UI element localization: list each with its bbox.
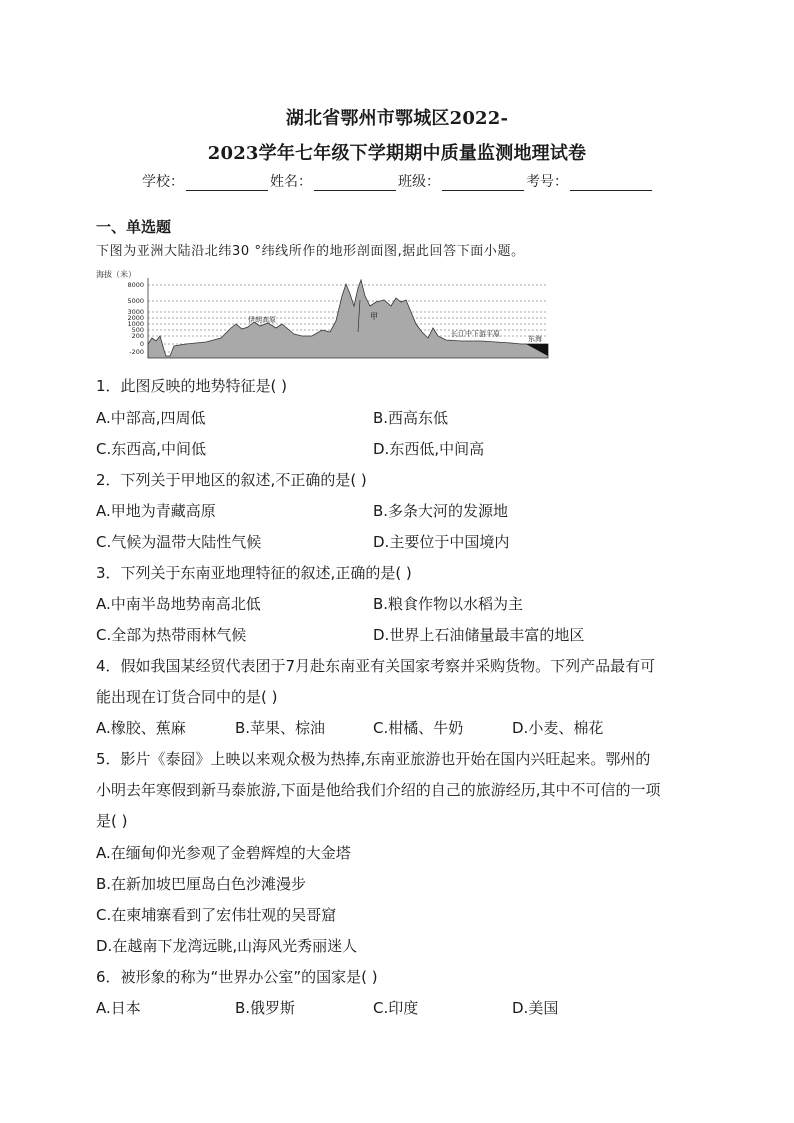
question-1-option-d[interactable]: D.东西低,中间高 <box>373 440 485 458</box>
question-2-option-c[interactable]: C.气候为温带大陆性气候 <box>96 533 262 551</box>
class-field[interactable] <box>398 171 524 191</box>
question-2-stem: 2．下列关于甲地区的叙述,不正确的是( ) <box>96 471 367 489</box>
question-4-stem-line1: 4．假如我国某经贸代表团于7月赴东南亚有关国家考察并采购货物。下列产品最有可 <box>96 657 656 675</box>
student-info-row <box>0 171 794 191</box>
question-5-option-c[interactable]: C.在柬埔寨看到了宏伟壮观的吴哥窟 <box>96 906 337 924</box>
school-label: 学校： <box>142 174 184 190</box>
question-1-option-b[interactable]: B.西高东低 <box>373 409 449 427</box>
question-1-option-a[interactable]: A.中部高,四周低 <box>96 409 206 427</box>
section-title: 一、单选题 <box>96 218 172 236</box>
name-blank[interactable] <box>314 175 396 191</box>
tick-minus200: -200 <box>129 348 144 356</box>
jia-label: 甲 <box>370 312 378 321</box>
tick-0: 0 <box>139 340 144 348</box>
question-6-stem: 6．被形象的称为“世界办公室”的国家是( ) <box>96 968 378 986</box>
page-title-line2: 2023学年七年级下学期期中质量监测地理试卷 <box>207 143 587 164</box>
plateau-label: 伊朗高原 <box>248 316 276 324</box>
tick-2000: 2000 <box>127 314 144 322</box>
question-4-stem-line2: 能出现在订货合同中的是( ) <box>96 688 278 706</box>
question-2-option-b[interactable]: B.多条大河的发源地 <box>373 502 509 520</box>
tick-200: 200 <box>131 332 144 340</box>
name-label: 姓名： <box>270 174 312 190</box>
question-5-stem-line1: 5．影片《泰囧》上映以来观众极为热捧,东南亚旅游也开始在国内兴旺起来。鄂州的 <box>96 750 651 768</box>
figure-intro: 下图为亚洲大陆沿北纬30 °纬线所作的地形剖面图,据此回答下面小题。 <box>96 244 525 259</box>
question-3-option-d[interactable]: D.世界上石油储量最丰富的地区 <box>373 626 585 644</box>
school-field[interactable] <box>142 171 268 191</box>
tick-8000: 8000 <box>127 281 144 289</box>
question-2-option-a[interactable]: A.甲地为青藏高原 <box>96 502 216 520</box>
question-4-option-c[interactable]: C.柑橘、牛奶 <box>373 719 464 737</box>
tick-1000: 1000 <box>127 320 144 328</box>
question-3-option-a[interactable]: A.中南半岛地势南高北低 <box>96 595 261 613</box>
class-label: 班级： <box>398 174 440 190</box>
question-6-option-b[interactable]: B.俄罗斯 <box>235 999 296 1017</box>
tick-5000: 5000 <box>127 297 144 305</box>
question-5-option-b[interactable]: B.在新加坡巴厘岛白色沙滩漫步 <box>96 875 307 893</box>
terrain-profile-figure <box>96 266 552 362</box>
question-5-option-a[interactable]: A.在缅甸仰光参观了金碧辉煌的大金塔 <box>96 844 351 862</box>
class-blank[interactable] <box>442 175 524 191</box>
plain-label: 长江中下游平原 <box>451 330 500 338</box>
terrain-area <box>148 280 548 358</box>
question-5-stem-line2: 小明去年寒假到新马泰旅游,下面是他给我们介绍的自己的旅游经历,其中不可信的一项 <box>96 781 661 799</box>
question-2-option-d[interactable]: D.主要位于中国境内 <box>373 533 510 551</box>
question-6-option-d[interactable]: D.美国 <box>512 999 559 1017</box>
exam-number-label: 考号： <box>526 174 568 190</box>
exam-number-field[interactable] <box>526 171 652 191</box>
page-title-line1: 湖北省鄂州市鄂城区2022- <box>285 108 509 129</box>
question-3-option-b[interactable]: B.粮食作物以水稻为主 <box>373 595 524 613</box>
sea-label: 东海 <box>528 335 542 343</box>
y-axis-label: 海拔（米） <box>96 270 136 279</box>
question-3-stem: 3．下列关于东南亚地理特征的叙述,正确的是( ) <box>96 564 412 582</box>
question-6-option-a[interactable]: A.日本 <box>96 999 141 1017</box>
tick-3000: 3000 <box>127 308 144 316</box>
exam-number-blank[interactable] <box>570 175 652 191</box>
question-4-option-a[interactable]: A.橡胶、蕉麻 <box>96 719 186 737</box>
question-4-option-d[interactable]: D.小麦、棉花 <box>512 719 604 737</box>
question-1-stem: 1．此图反映的地势特征是( ) <box>96 377 288 395</box>
question-3-option-c[interactable]: C.全部为热带雨林气候 <box>96 626 247 644</box>
question-5-option-d[interactable]: D.在越南下龙湾远眺,山海风光秀丽迷人 <box>96 937 358 955</box>
question-5-stem-line3: 是( ) <box>96 812 128 830</box>
question-4-option-b[interactable]: B.苹果、棕油 <box>235 719 326 737</box>
name-field[interactable] <box>270 171 396 191</box>
question-6-option-c[interactable]: C.印度 <box>373 999 419 1017</box>
question-1-option-c[interactable]: C.东西高,中间低 <box>96 440 207 458</box>
school-blank[interactable] <box>186 175 268 191</box>
tick-500: 500 <box>131 326 144 334</box>
